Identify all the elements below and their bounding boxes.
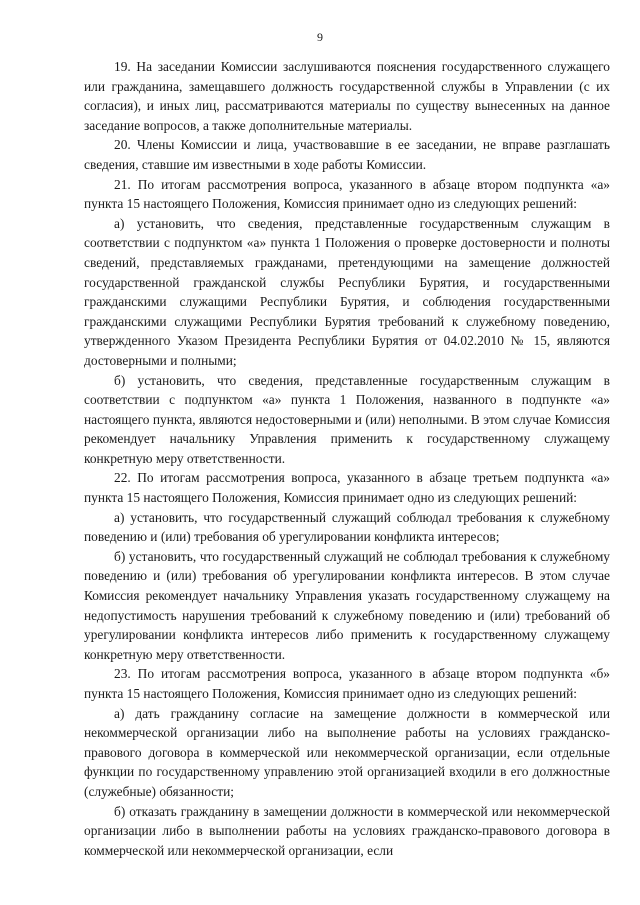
document-body bbox=[84, 57, 610, 860]
paragraph-20: 20. Члены Комиссии и лица, участвовавшие в ее заседании, не вправе разглашать сведения, ставшие им известными в ходе работы Комиссии. bbox=[84, 137, 610, 172]
paragraph-22-b: б) установить, что государственный служащий не соблюдал требования к служебному поведению и (или) требования об урегулировании конфликта интересов. В этом случае Комиссия рекомендует начальнику Управления указать государственному служащему на недопустимость нарушения требований к служебному поведению и (или) требований об урегулировании конфликта интересов либо применить к государственному служащему конкретную меру ответственности. bbox=[84, 548, 610, 662]
paragraph-19: 19. На заседании Комиссии заслушиваются пояснения государственного служащего или гражданина, замещавшего должность государственной службы в Управлении (с их согласия), и иных лиц, рассматриваются материалы по существу вынесенных на данное заседание вопросов, а также дополнительные материалы. bbox=[84, 59, 610, 133]
paragraph-23: 23. По итогам рассмотрения вопроса, указанного в абзаце втором подпункта «б» пункта 15 настоящего Положения, Комиссия принимает одно из следующих решений: bbox=[84, 666, 610, 701]
paragraph-23-b: б) отказать гражданину в замещении должности в коммерческой или некоммерческой организации либо в выполнении работы на условиях гражданско-правового договора в коммерческой или некоммерческой организации, если bbox=[84, 803, 610, 858]
paragraph-21-a: а) установить, что сведения, представленные государственным служащим в соответствии с подпунктом «а» пункта 1 Положения о проверке достоверности и полноты сведений, представляемых гражданами, претендующими на замещение должностей государственной гражданской службы Республики Бурятия, и государственными гражданскими служащими Республики Бурятия, и соблюдения государственными гражданскими служащими Республики Бурятия требований к служебному поведению, утвержденного Указом Президента Республики Бурятия от 04.02.2010 № 15, являются достоверными и полными; bbox=[84, 215, 610, 368]
paragraph-21-b: б) установить, что сведения, представленные государственным служащим в соответствии с подпунктом «а» пункта 1 Положения, названного в подпункте «а» настоящего пункта, являются недостоверными и (или) неполными. В этом случае Комиссия рекомендует начальнику Управления применить к государственному служащему конкретную меру ответственности. bbox=[84, 372, 610, 466]
paragraph-21: 21. По итогам рассмотрения вопроса, указанного в абзаце втором подпункта «а» пункта 15 настоящего Положения, Комиссия принимает одно из следующих решений: bbox=[84, 176, 610, 212]
paragraph-23-a: а) дать гражданину согласие на замещение должности в коммерческой или некоммерческой организации либо на выполнение работы на условиях гражданско-правового договора в коммерческой или некоммерческой организации, если отдельные функции по государственному управлению этой организацией входили в его должностные (служебные) обязанности; bbox=[84, 705, 610, 799]
paragraph-22-a: а) установить, что государственный служащий соблюдал требования к служебному поведению и (или) требования об урегулировании конфликта интересов; bbox=[84, 509, 610, 545]
paragraph-22: 22. По итогам рассмотрения вопроса, указанного в абзаце третьем подпункта «а» пункта 15 настоящего Положения, Комиссия принимает одно из следующих решений: bbox=[84, 470, 610, 506]
page-number: 9 bbox=[317, 30, 323, 44]
